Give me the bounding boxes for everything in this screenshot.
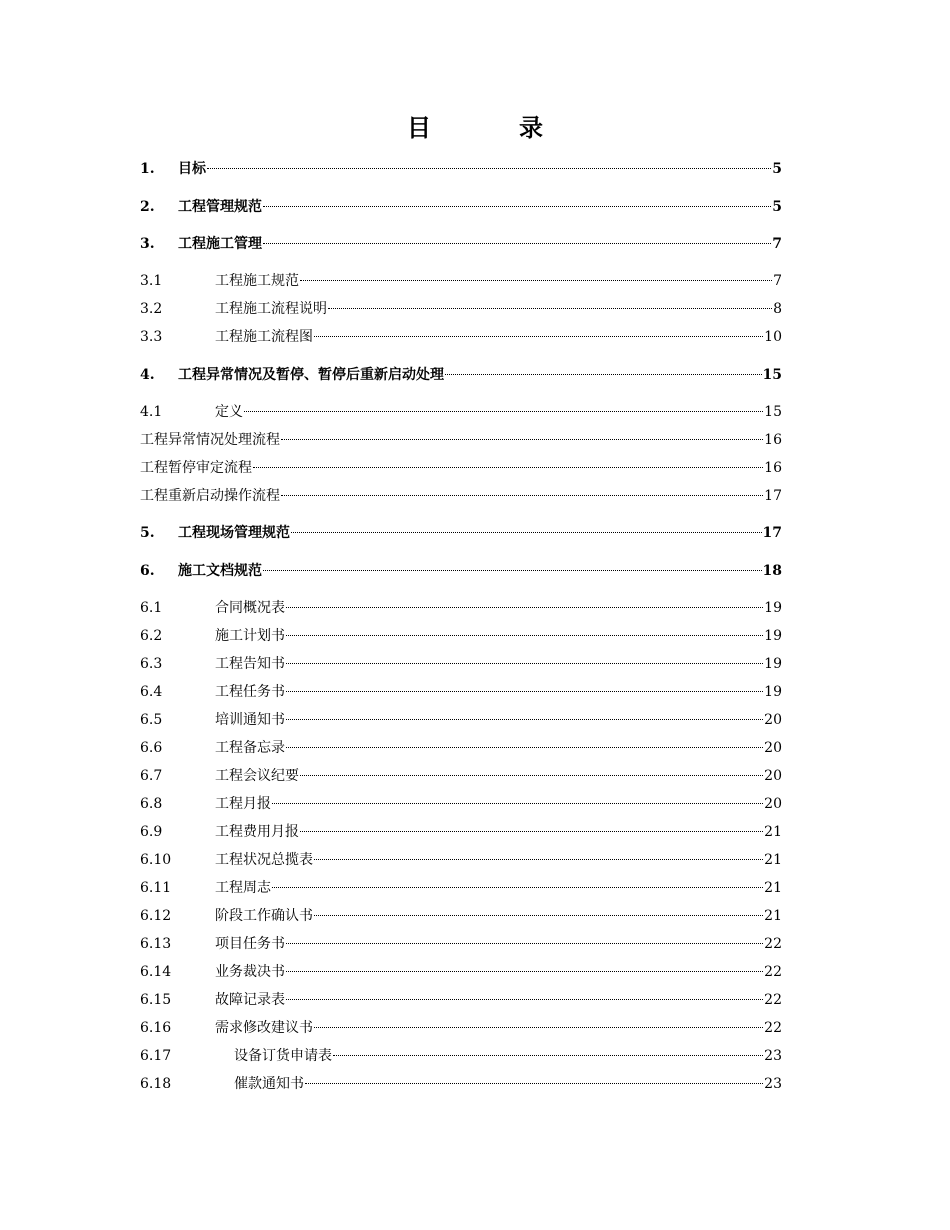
toc-entry-number: 6.1 bbox=[140, 599, 163, 616]
toc-entry-6-7[interactable] bbox=[140, 762, 782, 790]
toc-entry-number: 6.5 bbox=[140, 711, 163, 728]
toc-dot-leader bbox=[328, 308, 772, 309]
toc-entry-6-10[interactable] bbox=[140, 846, 782, 874]
toc-entry-label: 工程重新启动操作流程 bbox=[140, 487, 280, 504]
toc-dot-leader bbox=[333, 1055, 763, 1056]
toc-entry-number: 6.7 bbox=[140, 767, 163, 784]
toc-entry-number: 6.12 bbox=[140, 907, 172, 924]
toc-entry-page: 19 bbox=[764, 599, 782, 616]
toc-dot-leader bbox=[314, 915, 763, 916]
toc-entry-6-5[interactable] bbox=[140, 706, 782, 734]
toc-entry-page: 20 bbox=[764, 767, 782, 784]
toc-entry-label: 施工文档规范 bbox=[178, 562, 262, 579]
toc-dot-leader bbox=[244, 411, 763, 412]
toc-entry-label: 定义 bbox=[215, 403, 243, 420]
toc-entry-6-18[interactable] bbox=[140, 1070, 782, 1098]
toc-entry-number: 2. bbox=[140, 198, 155, 215]
toc-entry-label: 催款通知书 bbox=[234, 1075, 304, 1092]
toc-entry-number: 6. bbox=[140, 562, 155, 579]
toc-entry-page: 20 bbox=[764, 711, 782, 728]
toc-dot-leader bbox=[286, 635, 763, 636]
toc-entry-6-3[interactable] bbox=[140, 650, 782, 678]
toc-entry-6-8[interactable] bbox=[140, 790, 782, 818]
toc-entry-6-13[interactable] bbox=[140, 930, 782, 958]
toc-entry-label: 工程施工管理 bbox=[178, 236, 262, 252]
toc-dot-leader bbox=[300, 831, 763, 832]
toc-entry-number: 3.1 bbox=[140, 273, 163, 289]
toc-entry-page: 15 bbox=[764, 403, 782, 420]
toc-entry-page: 23 bbox=[764, 1047, 782, 1064]
toc-entry-number: 6.2 bbox=[140, 627, 163, 644]
toc-entry-label: 工程施工流程说明 bbox=[215, 301, 327, 317]
toc-entry-suspension-flow[interactable] bbox=[140, 454, 782, 482]
toc-entry-page: 5 bbox=[772, 198, 782, 215]
toc-dot-leader bbox=[286, 607, 763, 608]
toc-dot-leader bbox=[286, 719, 763, 720]
toc-dot-leader bbox=[314, 859, 763, 860]
toc-entry-page: 20 bbox=[764, 795, 782, 812]
toc-entry-number: 4. bbox=[140, 366, 155, 383]
toc-entry-3-1[interactable] bbox=[140, 267, 782, 295]
toc-entry-6-2[interactable] bbox=[140, 622, 782, 650]
toc-entry-number: 6.4 bbox=[140, 683, 163, 700]
toc-entry-label: 设备订货申请表 bbox=[234, 1047, 332, 1064]
toc-entry-6-1[interactable] bbox=[140, 594, 782, 622]
toc-dot-leader bbox=[286, 971, 763, 972]
toc-entry-label: 工程施工流程图 bbox=[215, 329, 313, 345]
toc-entry-label: 阶段工作确认书 bbox=[215, 907, 313, 924]
toc-entry-number: 6.8 bbox=[140, 795, 163, 812]
toc-entry-page: 16 bbox=[764, 431, 782, 448]
toc-entry-6-16[interactable] bbox=[140, 1014, 782, 1042]
toc-entry-page: 17 bbox=[764, 487, 782, 504]
toc-entry-label: 工程异常情况及暂停、暂停后重新启动处理 bbox=[178, 366, 444, 383]
toc-entry-page: 21 bbox=[764, 823, 782, 840]
toc-entry-3-2[interactable] bbox=[140, 295, 782, 323]
toc-entry-page: 22 bbox=[764, 935, 782, 952]
toc-entry-number: 6.17 bbox=[140, 1047, 172, 1064]
toc-entry-6-4[interactable] bbox=[140, 678, 782, 706]
toc-entry-label: 工程备忘录 bbox=[215, 739, 285, 756]
toc-dot-leader bbox=[263, 206, 771, 207]
toc-entry-page: 23 bbox=[764, 1075, 782, 1092]
toc-entry-restart-flow[interactable] bbox=[140, 482, 782, 510]
toc-entry-number: 6.15 bbox=[140, 991, 172, 1008]
toc-entry-page: 20 bbox=[764, 739, 782, 756]
toc-entry-4[interactable] bbox=[140, 361, 782, 389]
toc-entry-page: 19 bbox=[764, 627, 782, 644]
toc-entry-6-14[interactable] bbox=[140, 958, 782, 986]
toc-entry-number: 3.2 bbox=[140, 301, 163, 317]
toc-entry-label: 合同概况表 bbox=[215, 599, 285, 616]
toc-dot-leader bbox=[263, 570, 762, 571]
toc-entry-label: 目标 bbox=[178, 161, 206, 177]
toc-dot-leader bbox=[272, 887, 763, 888]
toc-entry-1[interactable] bbox=[140, 155, 782, 183]
toc-dot-leader bbox=[286, 943, 763, 944]
toc-entry-page: 21 bbox=[764, 879, 782, 896]
toc-entry-label: 项目任务书 bbox=[215, 935, 285, 952]
toc-dot-leader bbox=[253, 467, 763, 468]
toc-entry-page: 7 bbox=[773, 273, 782, 289]
toc-entry-page: 22 bbox=[764, 1019, 782, 1036]
toc-entry-4-1[interactable] bbox=[140, 398, 782, 426]
toc-entry-page: 21 bbox=[764, 851, 782, 868]
toc-dot-leader bbox=[305, 1083, 763, 1084]
toc-entry-page: 16 bbox=[764, 459, 782, 476]
toc-dot-leader bbox=[300, 775, 763, 776]
toc-entry-number: 3. bbox=[140, 236, 155, 252]
toc-entry-label: 工程管理规范 bbox=[178, 198, 262, 215]
toc-entry-5[interactable] bbox=[140, 519, 782, 547]
toc-dot-leader bbox=[281, 495, 763, 496]
toc-entry-label: 工程状况总揽表 bbox=[215, 851, 313, 868]
toc-entry-label: 工程月报 bbox=[215, 795, 271, 812]
toc-entry-label: 培训通知书 bbox=[215, 711, 285, 728]
toc-entry-number: 6.10 bbox=[140, 851, 172, 868]
toc-entry-label: 工程费用月报 bbox=[215, 823, 299, 840]
toc-entry-number: 6.13 bbox=[140, 935, 172, 952]
toc-entry-label: 施工计划书 bbox=[215, 627, 285, 644]
toc-entry-3[interactable] bbox=[140, 230, 782, 258]
toc-entry-6[interactable] bbox=[140, 557, 782, 585]
toc-dot-leader bbox=[286, 999, 763, 1000]
toc-entry-page: 19 bbox=[764, 683, 782, 700]
toc-entry-6-9[interactable] bbox=[140, 818, 782, 846]
toc-entry-number: 1. bbox=[140, 161, 155, 177]
toc-entry-6-11[interactable] bbox=[140, 874, 782, 902]
toc-entry-page: 21 bbox=[764, 907, 782, 924]
toc-dot-leader bbox=[291, 532, 762, 533]
toc-entry-6-6[interactable] bbox=[140, 734, 782, 762]
toc-dot-leader bbox=[314, 1027, 763, 1028]
toc-entry-number: 6.16 bbox=[140, 1019, 172, 1036]
toc-entry-page: 5 bbox=[772, 161, 782, 177]
toc-entry-label: 故障记录表 bbox=[215, 991, 285, 1008]
toc-entry-label: 业务裁决书 bbox=[215, 963, 285, 980]
toc-dot-leader bbox=[286, 663, 763, 664]
toc-entry-number: 6.14 bbox=[140, 963, 172, 980]
toc-entry-2[interactable] bbox=[140, 193, 782, 221]
toc-entry-page: 8 bbox=[773, 301, 782, 317]
toc-entry-6-17[interactable] bbox=[140, 1042, 782, 1070]
toc-dot-leader bbox=[263, 243, 771, 244]
toc-entry-label: 工程现场管理规范 bbox=[178, 525, 290, 541]
toc-dot-leader bbox=[207, 168, 771, 169]
toc-dot-leader bbox=[286, 747, 763, 748]
toc-dot-leader bbox=[314, 336, 763, 337]
toc-entry-page: 10 bbox=[764, 329, 782, 345]
toc-dot-leader bbox=[272, 803, 763, 804]
toc-entry-6-12[interactable] bbox=[140, 902, 782, 930]
table-of-contents bbox=[140, 155, 782, 1098]
toc-title: 目 录 bbox=[407, 113, 575, 142]
toc-entry-6-15[interactable] bbox=[140, 986, 782, 1014]
toc-entry-label: 需求修改建议书 bbox=[215, 1019, 313, 1036]
toc-entry-exception-flow[interactable] bbox=[140, 426, 782, 454]
toc-entry-page: 18 bbox=[762, 562, 782, 579]
toc-dot-leader bbox=[286, 691, 763, 692]
toc-entry-number: 6.3 bbox=[140, 655, 163, 672]
toc-entry-label: 工程任务书 bbox=[215, 683, 285, 700]
toc-entry-number: 6.18 bbox=[140, 1075, 172, 1092]
toc-entry-label: 工程施工规范 bbox=[215, 273, 299, 289]
toc-entry-page: 22 bbox=[764, 963, 782, 980]
toc-entry-page: 15 bbox=[762, 366, 782, 383]
toc-entry-label: 工程告知书 bbox=[215, 655, 285, 672]
toc-dot-leader bbox=[445, 374, 762, 375]
toc-dot-leader bbox=[281, 439, 763, 440]
toc-entry-number: 3.3 bbox=[140, 329, 163, 345]
toc-entry-page: 19 bbox=[764, 655, 782, 672]
toc-entry-number: 6.6 bbox=[140, 739, 163, 756]
toc-entry-number: 6.9 bbox=[140, 823, 163, 840]
toc-entry-label: 工程会议纪要 bbox=[215, 767, 299, 784]
toc-entry-number: 4.1 bbox=[140, 403, 163, 420]
toc-entry-label: 工程异常情况处理流程 bbox=[140, 431, 280, 448]
toc-dot-leader bbox=[300, 280, 772, 281]
toc-entry-3-3[interactable] bbox=[140, 323, 782, 351]
toc-entry-number: 6.11 bbox=[140, 879, 172, 896]
toc-entry-page: 7 bbox=[772, 236, 782, 252]
toc-entry-label: 工程暂停审定流程 bbox=[140, 459, 252, 476]
toc-entry-label: 工程周志 bbox=[215, 879, 271, 896]
toc-entry-page: 22 bbox=[764, 991, 782, 1008]
toc-entry-page: 17 bbox=[762, 525, 782, 541]
toc-entry-number: 5. bbox=[140, 525, 155, 541]
